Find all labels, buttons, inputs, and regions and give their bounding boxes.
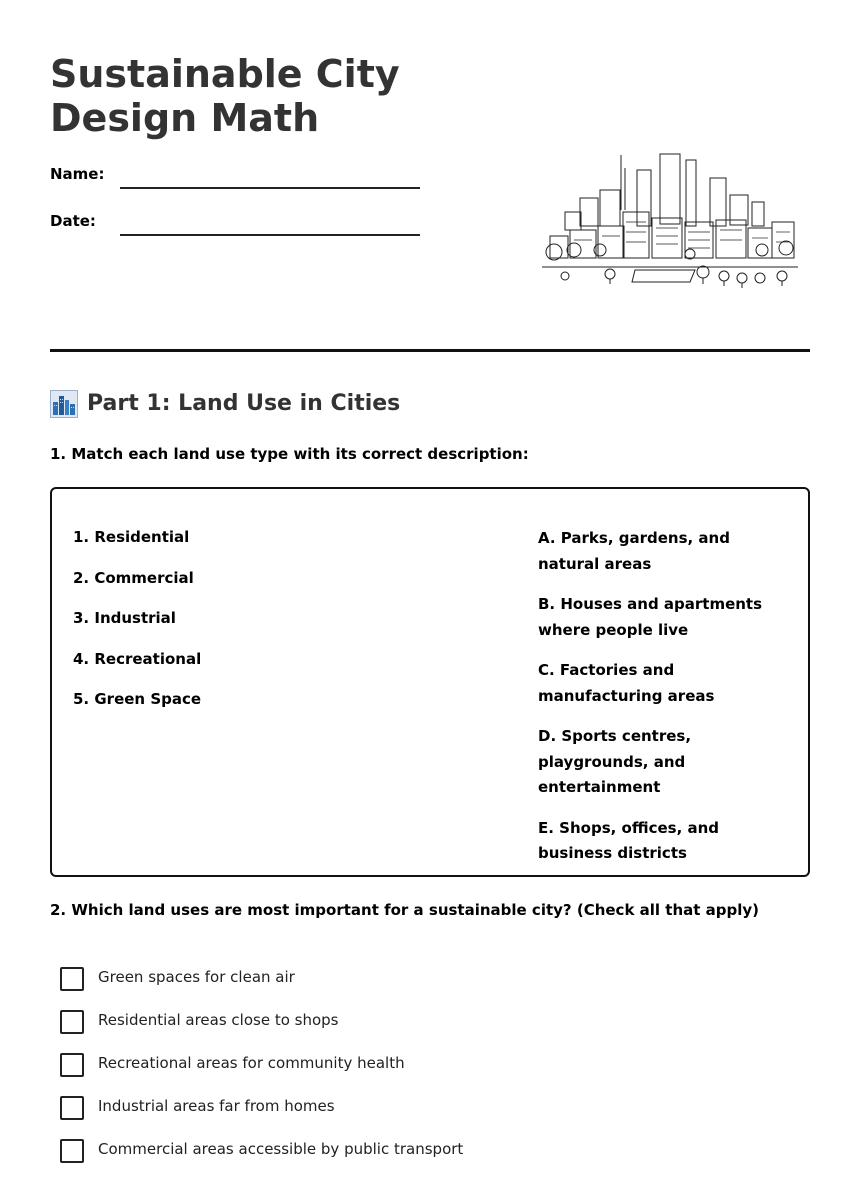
worksheet-page xyxy=(50,0,810,1161)
description-list xyxy=(538,526,793,882)
land-use-checklist xyxy=(60,965,760,1180)
date-field xyxy=(50,211,430,241)
part1-title: Part 1: Land Use in Cities xyxy=(87,391,401,416)
checkbox-label: Recreational areas for community health xyxy=(98,1054,405,1072)
worksheet-title: Sustainable City Design Math xyxy=(50,52,400,140)
worksheet-header xyxy=(50,0,810,355)
checkbox-label: Residential areas close to shops xyxy=(98,1011,339,1029)
description-item: E. Shops, offices, and business districts xyxy=(538,818,720,862)
checklist-item xyxy=(60,965,760,1008)
land-use-item: 3. Industrial xyxy=(73,609,176,627)
checklist-item xyxy=(60,1094,760,1137)
land-use-item: 4. Recreational xyxy=(73,649,202,668)
description-item: C. Factories and manufacturing areas xyxy=(538,661,715,705)
checkbox[interactable] xyxy=(60,1053,84,1077)
land-use-item: 2. Commercial xyxy=(73,568,194,587)
land-use-item: 1. Residential xyxy=(73,528,190,546)
date-label: Date: xyxy=(50,212,96,230)
checkbox-label: Green spaces for clean air xyxy=(98,968,295,986)
name-field xyxy=(50,164,430,194)
date-blank-line[interactable] xyxy=(120,234,420,236)
checkbox-label: Industrial areas far from homes xyxy=(98,1097,335,1115)
checklist-item xyxy=(60,1137,760,1180)
question-2-prompt: 2. Which land uses are most important for a sustainable city? (Check all that apply) xyxy=(50,901,760,919)
checklist-item xyxy=(60,1008,760,1051)
land-use-item: 5. Green Space xyxy=(73,690,202,708)
city-skyline-illustration xyxy=(540,150,800,290)
checkbox[interactable] xyxy=(60,1139,84,1163)
description-item: D. Sports centres, playgrounds, and entertainment xyxy=(538,727,692,796)
part1-heading xyxy=(50,389,400,419)
checklist-item xyxy=(60,1051,760,1094)
checkbox-label: Commercial areas accessible by public transport xyxy=(98,1140,464,1158)
name-label: Name: xyxy=(50,165,105,183)
city-buildings-icon xyxy=(50,390,78,418)
header-divider xyxy=(50,349,810,352)
checkbox[interactable] xyxy=(60,967,84,991)
description-item: A. Parks, gardens, and natural areas xyxy=(538,529,730,573)
checkbox[interactable] xyxy=(60,1010,84,1034)
matching-box xyxy=(50,487,810,877)
land-use-list xyxy=(73,526,373,729)
question-1-prompt: 1. Match each land use type with its correct description: xyxy=(50,445,529,463)
description-item: B. Houses and apartments where people live xyxy=(538,595,763,639)
checkbox[interactable] xyxy=(60,1096,84,1120)
name-blank-line[interactable] xyxy=(120,187,420,189)
